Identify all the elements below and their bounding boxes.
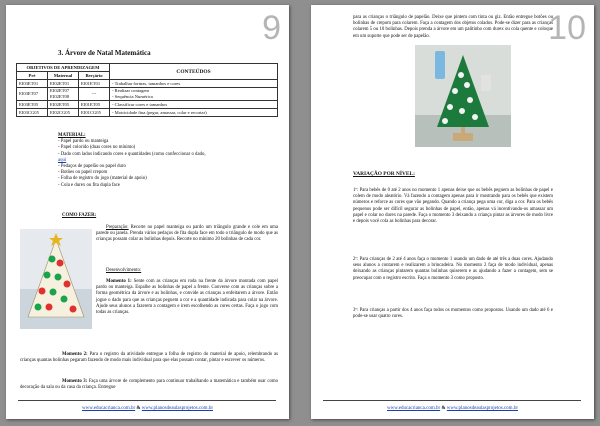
preparation-paragraph	[96, 225, 278, 244]
moment3-label: Momento 3:	[62, 379, 88, 384]
table-cell: - Trabalhar formas, tamanhos e cores	[110, 80, 278, 88]
section-title: 3. Árvore de Natal Matemática	[58, 49, 151, 57]
table-cell: EI02CG05	[48, 109, 79, 117]
table-cell: EI01ET01	[79, 80, 110, 88]
table-row	[17, 101, 278, 109]
document-page-right	[311, 5, 594, 419]
table-header: Berçário	[79, 72, 110, 80]
list-item: - Dado com lados indicando cores e quantidades (como confeccionar o dado,	[58, 151, 206, 157]
moment3-text: Faça uma árvore de complemento para continuar trabalhando a matemática e também usar como decoração da sala ou da casa da criança. Entregue	[20, 379, 278, 391]
table-cell: EI01ET05	[79, 101, 110, 109]
preparation-text: Recorte no papel manteiga ou pardo um triângulo grande e cole em uma parede ou janela. Prenda vários pedaços de fita dupla face em todo o triângulo de modo que as crianças possam colar as bolinhas depois. Recorte no mínimo 20 bolinhas de cada cor.	[96, 225, 279, 243]
list-item: - Pedaços de papelão ou papel duro	[58, 164, 126, 170]
table-cell: EI03ET01	[17, 80, 48, 88]
table-row	[17, 88, 278, 101]
table-group-header: OBJETIVOS DE APRENDIZAGEM	[17, 64, 110, 72]
moment2-text: Para o registro da atividade entregue a folha de registro do material de apoio, relembrando as crianças quantas bolinhas pegaram fazendo de modo mais individual para que elas possam contar, pintar e escrever os números.	[20, 352, 278, 364]
list-item: - Papel colorido (duas cores no mínimo)	[58, 145, 136, 151]
table-header-contents: CONTEÚDOS	[110, 64, 278, 80]
table-cell: EI03ET07	[17, 88, 48, 101]
footer-separator: &	[135, 406, 142, 411]
level3-paragraph: 3º: Para crianças a partir dos 4 anos faça todos os momentos como propostos. Usando um dado até 6 e pode-se usar quatro cores.	[353, 308, 553, 320]
footer-divider	[18, 400, 276, 401]
level2-paragraph: 2º: Para crianças de 2 até 4 anos faça o momento 1 usando um dado de até três a duas cores. Ajudando seus alunos a contarem e realizarem a brincadeira. No momento 2 faça de modo individual, apenas deixando as crianças pintarem quantas bolinhas quiserem e as ajudando a fazer a contagem, sem se preocupar com o registro escrito. Faça o momento 3 como proposto.	[353, 257, 553, 281]
footer	[6, 406, 289, 411]
footer-separator: &	[440, 406, 447, 411]
table-header: Maternal	[48, 72, 79, 80]
table-cell: EI02ET05	[48, 101, 79, 109]
table-cell: EI02ET07 EI02ET08	[48, 88, 79, 101]
footer-divider	[323, 400, 581, 401]
table-cell: EI01CG05	[79, 109, 110, 117]
table-cell: - Realizar contagem - Sequência Numérica	[110, 88, 278, 101]
list-item: - Cola e durex ou fita dupla face	[58, 182, 120, 188]
table-header: Pré	[17, 72, 48, 80]
development-heading: Desenvolvimento:	[106, 268, 142, 273]
materials-section	[58, 133, 282, 189]
table-cell: EI03CG05	[17, 109, 48, 117]
table-row	[17, 109, 278, 117]
level1-paragraph: 1º: Para bebês de 0 até 2 anos no momento 1 apenas deixe que os bebês peguem as bolinhas de papel e colem de modo aleatório. Vá fazendo a contagem apenas para ir mostrando para os bebês que existem números e reforce as cores que vão pegando. Quando a criança pega uma cor, diga a cor. Para os bebês pequenos pode ser difícil segurar as bolinhas de papel, então, apenas vá incentivando-os amassar um papel e colar no durex na parede. Faça o momento 3 deixando a criança pintar as árvores de modo livre e depois você cola as bolinhas para decorar.	[353, 188, 553, 225]
list-item: - Botões ou papel crepom	[58, 170, 108, 176]
christmas-tree-photo	[20, 229, 92, 329]
table-cell: ---	[79, 88, 110, 101]
moment3-paragraph	[20, 379, 278, 391]
footer	[311, 406, 594, 411]
footer-link[interactable]: www.planosdeaulasprojetos.com.br	[446, 406, 518, 411]
page-number: 9	[262, 9, 281, 47]
how-to-heading: COMO FAZER:	[62, 213, 97, 218]
table-cell: EI03ET05	[17, 101, 48, 109]
table-row	[17, 80, 278, 88]
table-cell: - Motricidade fina (pegar, amassar, colar e recortar)	[110, 109, 278, 117]
variation-heading: VARIAÇÃO POR NÍVEL:	[353, 171, 415, 177]
moment2-paragraph	[20, 352, 278, 364]
list-item: - Folha de registro do jogo (material de apoio)	[58, 176, 147, 182]
moment2-label: Momento 2:	[62, 352, 88, 357]
preparation-label: Preparação:	[106, 225, 129, 230]
list-item: - Papel pardo ou manteiga	[58, 139, 109, 145]
moment1-label: Momento 1:	[106, 279, 132, 284]
moment1-text: Sente com as crianças em roda na frente da árvore montada com papel pardo ou manteiga. Espalhe as bolinhas de papel a frente. Converse com as crianças sobre a forma geométrica da árvore e as bolinhas, e convide as crianças a enfeitarem a árvore. Então jogue o dado para que as crianças peguem a cor e a quantidade indicada para colar na árvore. Ajude seus alunos a fazerem a contagem e irem escolhendo as cores certas. Faça o jogo com todas as crianças.	[96, 279, 278, 316]
document-page-left	[6, 5, 289, 419]
objectives-table	[16, 63, 278, 117]
footer-link[interactable]: www.educacrianca.com.br	[82, 406, 136, 411]
footer-link[interactable]: www.educacrianca.com.br	[387, 406, 441, 411]
intro-paragraph: para as crianças o triângulo de papelão. Deixe que pintem com tinta ou giz. Então entregue botões ou bolinhas de crepom para colarem. Faça a contagem dos objetos colados. Pode-se dizer para as crianças colarem 5 ou 10 bolinhas. Depois prenda a árvore em um palitinho com durex ou cola quente e coloque em um suporte que pode ser de papelão.	[353, 15, 553, 39]
footer-link[interactable]: www.planosdeaulasprojetos.com.br	[141, 406, 213, 411]
materials-heading: MATERIAL:	[58, 133, 86, 138]
material-link[interactable]: aqui	[58, 157, 67, 163]
page-number: 10	[548, 9, 586, 47]
moment1-paragraph	[96, 279, 278, 316]
table-cell: - Classificar cores e tamanhos	[110, 101, 278, 109]
triangle-tree-photo	[415, 45, 511, 147]
table-cell: EI02ET01	[48, 80, 79, 88]
